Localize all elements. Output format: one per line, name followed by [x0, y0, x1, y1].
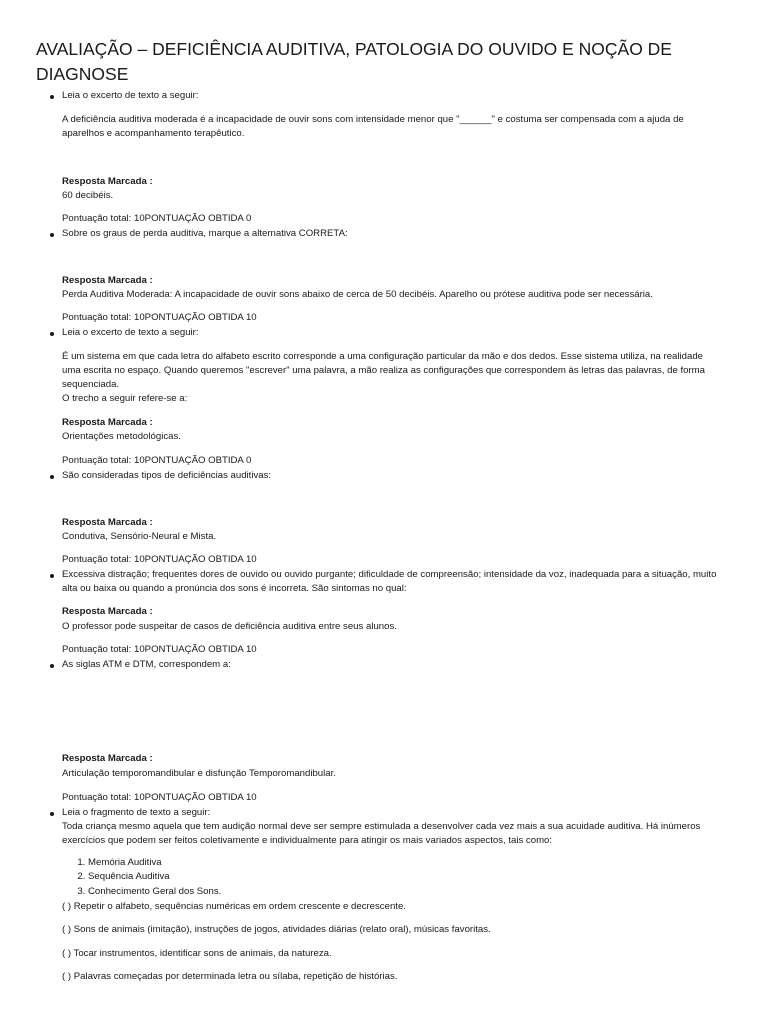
bullet-icon — [50, 95, 54, 99]
question-text: Toda criança mesmo aquela que tem audição normal deve ser sempre estimulada a desenvolver cada vez mais a sua acuidade auditiva. Há inúmeros exercícios que podem ser feitos coletivamente e individualmente para atingir os mais variados aspectos, tais como: — [62, 821, 701, 846]
list-item: 2. Sequência Auditiva — [88, 870, 221, 884]
question-prompt: Sobre os graus de perda auditiva, marque a alternativa CORRETA: — [62, 228, 348, 239]
option-item: ( ) Sons de animais (imitação), instruções de jogos, atividades diárias (relato oral), músicas favoritas. — [62, 924, 491, 935]
answer-text: Perda Auditiva Moderada: A incapacidade de ouvir sons abaixo de cerca de 50 decibéis. Aparelho ou prótese auditiva pode ser necessária. — [62, 289, 653, 300]
question-prompt: As siglas ATM e DTM, correspondem a: — [62, 659, 231, 670]
question-text: A deficiência auditiva moderada é a incapacidade de ouvir sons com intensidade menor que "______" e costuma ser compensada com a ajuda de aparelhos e acompanhamento terapêutico. — [62, 114, 684, 139]
question-prompt: Leia o excerto de texto a seguir: — [62, 327, 199, 338]
score-text: Pontuação total: 10PONTUAÇÃO OBTIDA 10 — [62, 554, 257, 565]
option-item: ( ) Repetir o alfabeto, sequências numéricas em ordem crescente e decrescente. — [62, 901, 406, 912]
answer-text: Orientações metodológicas. — [62, 431, 181, 442]
option-item: ( ) Tocar instrumentos, identificar sons de animais, da natureza. — [62, 948, 332, 959]
list-item: 3. Conhecimento Geral dos Sons. — [88, 885, 221, 899]
option-item: ( ) Palavras começadas por determinada letra ou sílaba, repetição de histórias. — [62, 971, 398, 982]
page-title: AVALIAÇÃO – DEFICIÊNCIA AUDITIVA, PATOLOGIA DO OUVIDO E NOÇÃO DE DIAGNOSE — [36, 39, 672, 84]
answer-text: Condutiva, Sensório-Neural e Mista. — [62, 531, 217, 542]
score-text: Pontuação total: 10PONTUAÇÃO OBTIDA 0 — [62, 213, 252, 224]
question-prompt: Excessiva distração; frequentes dores de ouvido ou ouvido purgante; dificuldade de compreensão; intensidade da voz, inadequada para a situação, muito alta ou baixa ou quando a pronúncia dos sons é incorreta. São sintomas no qual: — [62, 569, 717, 594]
score-text: Pontuação total: 10PONTUAÇÃO OBTIDA 10 — [62, 312, 257, 323]
score-text: Pontuação total: 10PONTUAÇÃO OBTIDA 0 — [62, 455, 252, 466]
answer-label: Resposta Marcada : — [62, 606, 153, 617]
bullet-icon — [50, 812, 54, 816]
answer-label: Resposta Marcada : — [62, 176, 153, 187]
bullet-icon — [50, 664, 54, 668]
list-item: 1. Memória Auditiva — [88, 856, 221, 870]
answer-text: Articulação temporomandibular e disfunção Temporomandibular. — [62, 768, 336, 779]
bullet-icon — [50, 574, 54, 578]
answer-label: Resposta Marcada : — [62, 275, 153, 286]
bullet-icon — [50, 332, 54, 336]
aspects-list — [62, 856, 221, 899]
score-text: Pontuação total: 10PONTUAÇÃO OBTIDA 10 — [62, 644, 257, 655]
bullet-icon — [50, 475, 54, 479]
answer-text: O professor pode suspeitar de casos de deficiência auditiva entre seus alunos. — [62, 621, 397, 632]
answer-label: Resposta Marcada : — [62, 417, 153, 428]
answer-text: 60 decibéis. — [62, 190, 114, 201]
question-text: É um sistema em que cada letra do alfabeto escrito corresponde a uma configuração particular da mão e dos dedos. Esse sistema utiliza, na realidade uma escrita no espaço. Quando queremos "escrever" uma palavra, a mão realiza as configurações que correspondem às letras das palavras, de forma sequenciada. — [62, 351, 705, 390]
bullet-icon — [50, 233, 54, 237]
answer-label: Resposta Marcada : — [62, 517, 153, 528]
question-prompt: Leia o excerto de texto a seguir: — [62, 90, 199, 101]
score-text: Pontuação total: 10PONTUAÇÃO OBTIDA 10 — [62, 792, 257, 803]
answer-label: Resposta Marcada : — [62, 753, 153, 764]
question-prompt: São consideradas tipos de deficiências auditivas: — [62, 470, 272, 481]
question-text-followup: O trecho a seguir refere-se a: — [62, 393, 188, 404]
question-prompt: Leia o fragmento de texto a seguir: — [62, 807, 211, 818]
